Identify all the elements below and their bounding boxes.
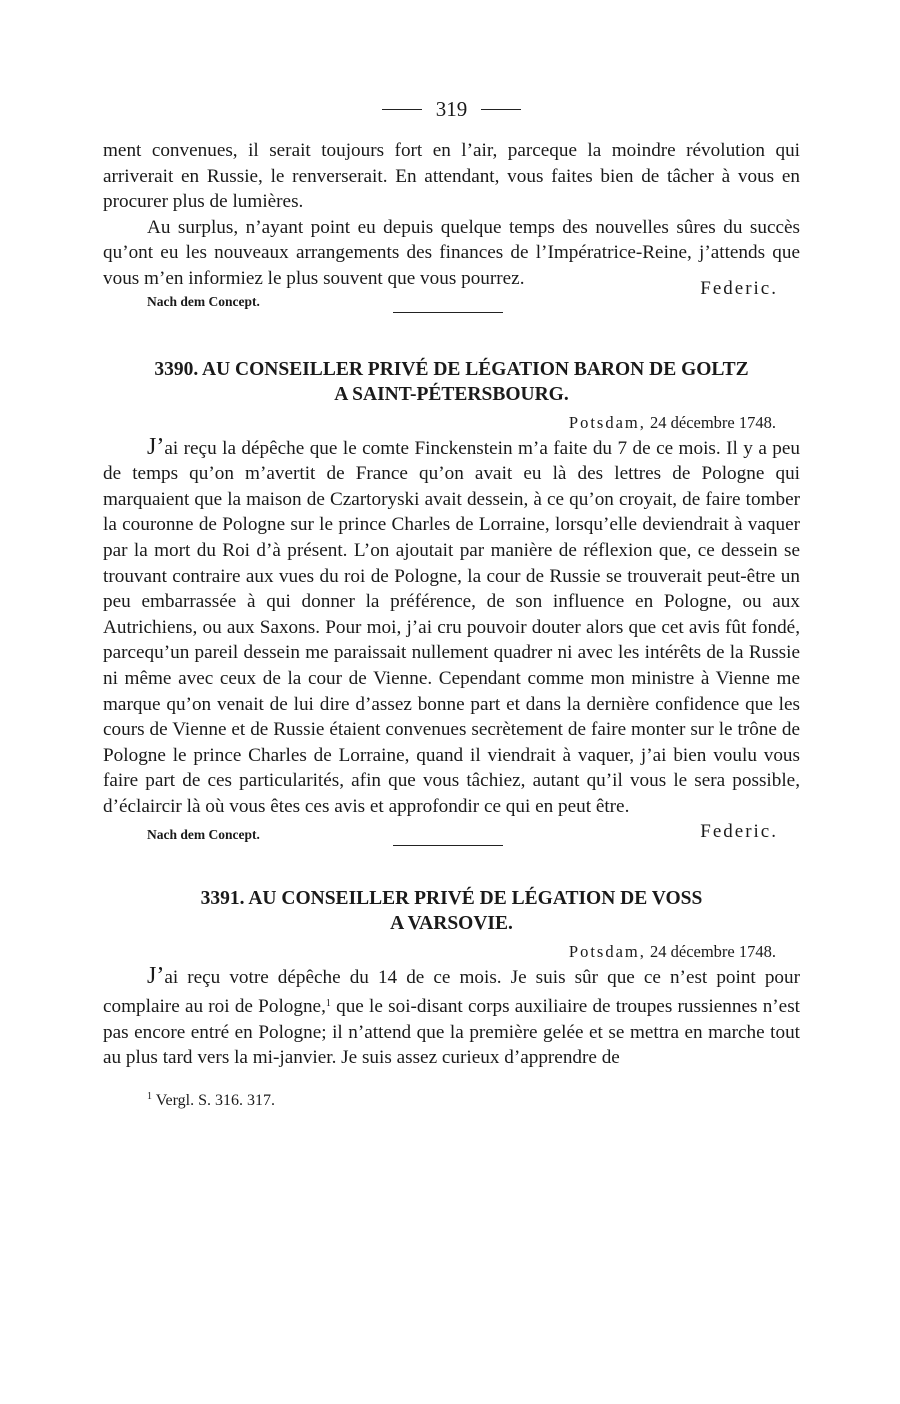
footnote-marker: 1 bbox=[325, 998, 331, 1010]
letter-3391-dateline bbox=[103, 942, 800, 962]
source-note: Nach dem Concept. bbox=[147, 293, 260, 309]
letter-3390-dateline bbox=[103, 413, 800, 433]
letter-3391-body bbox=[103, 964, 800, 1070]
page bbox=[103, 92, 800, 1110]
letter-3391-date: 24 décembre 1748. bbox=[650, 942, 776, 962]
letter-3390-addressee: AU CONSEILLER PRIVÉ DE LÉGATION BARON DE GOLTZ bbox=[202, 358, 749, 380]
letter-3390-closing bbox=[103, 821, 800, 843]
source-note: Nach dem Concept. bbox=[147, 827, 260, 843]
section-divider bbox=[393, 845, 503, 846]
letter-3390-place: Potsdam, bbox=[568, 412, 646, 432]
letter-3390-title-line2: A SAINT-PÉTERSBOURG. bbox=[334, 383, 569, 405]
letter-3390-date: 24 décembre 1748. bbox=[650, 412, 776, 432]
letter-3391-body-part1: J’ai reçu votre dépêche du 14 de ce mois. Je suis sûr que ce n’est point pour complaire au roi de Pologne, bbox=[103, 963, 800, 1018]
letter-3390-title-line1 bbox=[103, 357, 800, 382]
letter-3390-heading bbox=[103, 357, 800, 407]
continuation-paragraph-1: ment convenues, il serait toujours fort en l’air, parceque la moindre révolution qui arriverait en Russie, le renverserait. En attendant, vous faites bien de tâcher à vous en procurer plus de lumières. bbox=[103, 140, 800, 213]
signature: Federic. bbox=[700, 277, 778, 299]
letter-3391-addressee: AU CONSEILLER PRIVÉ DE LÉGATION DE VOSS bbox=[248, 888, 703, 910]
letter-3391-heading bbox=[103, 886, 800, 936]
letter-3390-body: J’ai reçu la dépêche que le comte Finckenstein m’a faite du 7 de ce mois. Il y a peu de temps qu’on m’avertit de France qu’on avait eu là des lettres de Pologne qui marquaient que la maison de Czartoryski avait dessein, à ce qu’on croyait, de faire tomber la couronne de Pologne sur le prince Charles de Lorraine, lorsqu’elle deviendrait à vaquer par la mort du Roi d’à présent. L’on ajoutait par manière de réflexion que, ce dessein se trouvant contraire aux vues du roi de Pologne, la cour de Russie se trouverait peut-être un peu embarrassée à qui donner la préférence, de son influence en Pologne, ou aux Autrichiens, ou aux Saxons. Pour moi, j’ai cru pouvoir douter alors que cet avis fût fondé, parcequ’un pareil dessein me paraissait nullement quadrer ni avec les intérêts de la Russie ni même avec ceux de la cour de Vienne. Cependant comme mon ministre à Vienne me marque qu’on venait de lui dire d’assez bonne part et dans la dernière confidence que les cours de Vienne et de Russie étaient convenues secrètement de faire monter sur le trône de Pologne le prince Charles de Lorraine, quand il viendrait à vaquer, j’ai bien voulu vous faire part de ces particularités, afin que vous tâchiez, autant qu’il vous le sera possible, d’éclaircir là où vous êtes ces avis et approfondir ce qui en peut être. bbox=[103, 433, 800, 817]
signature: Federic. bbox=[700, 821, 778, 843]
header-dash-left bbox=[382, 109, 422, 110]
footnote-number: 1 bbox=[147, 1090, 152, 1102]
continuation-paragraph-2: Au surplus, n’ayant point eu depuis quelque temps des nouvelles sûres du succès qu’ont eu les nouveaux arrangements des finances de l’Impératrice-Reine, j’attends que vous m’en informiez le plus souvent que vous pourrez. bbox=[103, 216, 800, 289]
letter-3391-title-line1 bbox=[103, 886, 800, 911]
section-divider bbox=[393, 312, 503, 313]
letter-3391-body-part2: que le soi-disant corps auxiliaire de troupes russiennes n’est pas encore entré en Pologne; il n’attend que la première gelée et se mettra en marche tout au plus tard vers la mi-janvier. Je suis assez curieux d’apprendre de bbox=[103, 996, 800, 1069]
letter-3391-place: Potsdam, bbox=[568, 942, 646, 962]
letter-3391-number: 3391. bbox=[200, 888, 245, 910]
page-number: 319 bbox=[435, 96, 468, 121]
header-dash-right bbox=[481, 109, 521, 110]
footnote-text: Vergl. S. 316. 317. bbox=[155, 1091, 275, 1109]
letter-3391-title-line2: A VARSOVIE. bbox=[390, 913, 513, 935]
footnote bbox=[103, 1091, 800, 1110]
letter-3390-number: 3390. bbox=[154, 358, 199, 380]
page-header bbox=[103, 92, 800, 126]
